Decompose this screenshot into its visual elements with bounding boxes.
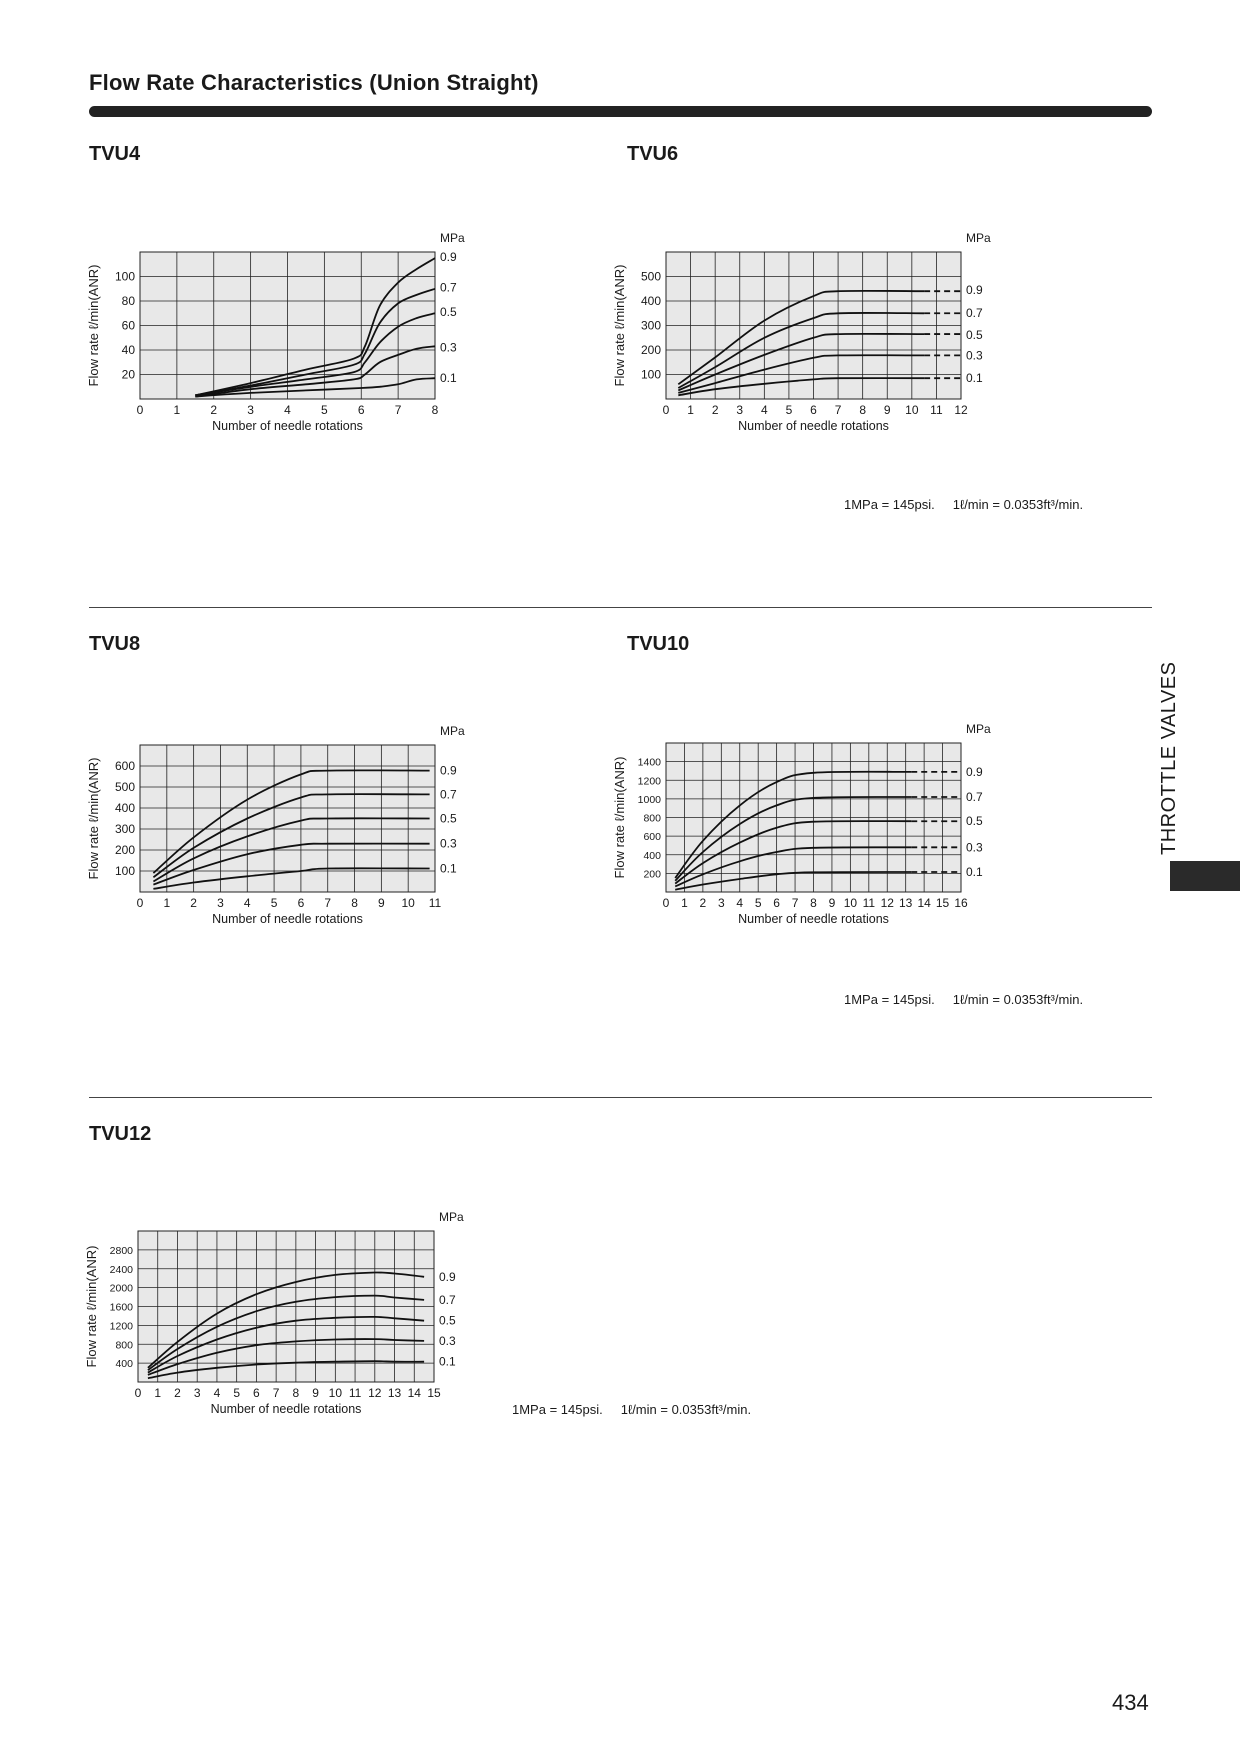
y-tick-label: 800	[115, 1339, 133, 1352]
x-tick-label: 8	[292, 1386, 300, 1400]
x-tick-label: 1	[687, 403, 694, 417]
pressure-unit-label: MPa	[966, 231, 991, 245]
series-label-0-3: 0.3	[440, 340, 457, 355]
x-tick-label: 6	[297, 896, 305, 910]
x-tick-label: 12	[954, 403, 968, 417]
x-tick-label: 3	[193, 1386, 201, 1400]
y-axis-label: Flow rate ℓ/min(ANR)	[84, 1245, 99, 1368]
series-label-0-9: 0.9	[966, 764, 983, 779]
series-label-0-3: 0.3	[440, 836, 457, 851]
y-tick-label: 300	[640, 318, 661, 333]
x-tick-label: 6	[357, 403, 365, 417]
y-tick-label: 400	[114, 801, 135, 815]
x-tick-label: 7	[791, 896, 799, 910]
x-tick-label: 5	[233, 1386, 241, 1400]
series-label-0-9: 0.9	[440, 763, 457, 778]
x-tick-label: 11	[348, 1386, 362, 1400]
y-tick-label: 200	[643, 868, 661, 881]
x-tick-label: 13	[899, 896, 913, 910]
x-tick-label: 1	[173, 403, 181, 417]
series-label-0-3: 0.3	[439, 1333, 456, 1348]
series-label-0-9: 0.9	[439, 1269, 456, 1284]
series-label-0-5: 0.5	[440, 305, 457, 320]
series-label-0-5: 0.5	[966, 814, 983, 829]
x-tick-label: 0	[662, 403, 670, 417]
series-label-0-1: 0.1	[966, 371, 983, 386]
x-tick-label: 8	[859, 403, 867, 417]
x-tick-label: 6	[253, 1386, 260, 1400]
y-tick-label: 300	[114, 822, 135, 836]
series-label-0-7: 0.7	[440, 280, 457, 295]
conversion-note	[844, 992, 1083, 1007]
y-tick-label: 800	[643, 812, 661, 825]
y-tick-label: 60	[121, 318, 135, 333]
x-tick-label: 7	[324, 896, 332, 910]
x-axis-label: Number of needle rotations	[738, 419, 889, 433]
x-axis-label: Number of needle rotations	[210, 1402, 362, 1416]
x-tick-label: 11	[862, 896, 876, 910]
x-tick-label: 12	[368, 1386, 382, 1400]
page-number: 434	[1112, 1690, 1149, 1715]
series-label-0-1: 0.1	[966, 864, 983, 879]
x-tick-label: 9	[828, 896, 836, 910]
x-tick-label: 8	[431, 403, 439, 417]
series-label-0-7: 0.7	[966, 305, 983, 320]
y-tick-label: 40	[121, 343, 135, 357]
y-axis-label: Flow rate ℓ/min(ANR)	[612, 756, 627, 879]
y-tick-label: 2000	[109, 1282, 133, 1295]
side-tab-label: THROTTLE VALVES	[1158, 661, 1180, 855]
y-tick-label: 200	[640, 343, 661, 357]
series-label-0-5: 0.5	[440, 811, 457, 826]
series-label-0-1: 0.1	[440, 371, 457, 386]
y-tick-label: 1200	[109, 1320, 133, 1333]
x-tick-label: 1	[681, 896, 688, 910]
x-tick-label: 14	[407, 1386, 421, 1400]
conversion-note-mpa: 1MPa = 145psi.	[512, 1402, 603, 1417]
x-tick-label: 10	[328, 1386, 343, 1400]
x-tick-label: 14	[917, 896, 931, 910]
y-tick-label: 80	[121, 294, 135, 308]
y-tick-label: 600	[114, 759, 135, 773]
x-tick-label: 5	[785, 403, 793, 417]
y-tick-label: 1000	[637, 793, 661, 806]
x-tick-label: 3	[717, 896, 725, 910]
x-tick-label: 11	[930, 403, 943, 417]
x-tick-label: 6	[773, 896, 780, 910]
y-tick-label: 500	[114, 780, 135, 794]
series-label-0-7: 0.7	[440, 787, 457, 802]
x-tick-label: 0	[136, 403, 144, 417]
x-tick-label: 3	[217, 896, 224, 910]
series-label-0-1: 0.1	[440, 861, 457, 876]
x-tick-label: 3	[247, 403, 254, 417]
model-title-tvu10: TVU10	[627, 633, 690, 655]
x-tick-label: 6	[810, 403, 817, 417]
x-tick-label: 8	[810, 896, 817, 910]
x-tick-label: 5	[270, 896, 278, 910]
series-label-0-5: 0.5	[966, 327, 983, 342]
y-tick-label: 100	[114, 269, 135, 284]
x-tick-label: 2	[711, 403, 719, 417]
x-tick-label: 10	[843, 896, 858, 910]
x-tick-label: 9	[883, 403, 891, 417]
pressure-unit-label: MPa	[440, 231, 465, 245]
x-tick-label: 12	[880, 896, 894, 910]
series-label-0-1: 0.1	[439, 1354, 456, 1369]
x-tick-label: 9	[312, 1386, 319, 1400]
x-tick-label: 0	[662, 896, 670, 910]
series-label-0-3: 0.3	[966, 348, 983, 363]
conversion-note-flow: 1ℓ/min = 0.0353ft³/min.	[952, 497, 1084, 512]
x-tick-label: 8	[351, 896, 358, 910]
x-tick-label: 2	[174, 1386, 181, 1400]
x-tick-label: 1	[163, 896, 171, 910]
x-tick-label: 15	[935, 896, 950, 910]
x-tick-label: 0	[136, 896, 144, 910]
y-tick-label: 200	[114, 843, 135, 857]
series-label-0-5: 0.5	[439, 1313, 456, 1328]
series-label-0-7: 0.7	[966, 790, 983, 805]
x-tick-label: 0	[134, 1386, 142, 1400]
model-title-tvu8: TVU8	[89, 633, 141, 655]
x-tick-label: 4	[213, 1386, 221, 1400]
x-tick-label: 2	[699, 896, 707, 910]
x-tick-label: 2	[190, 896, 197, 910]
x-tick-label: 10	[905, 403, 919, 417]
x-tick-label: 9	[378, 896, 385, 910]
series-label-0-7: 0.7	[439, 1292, 456, 1307]
y-tick-label: 1400	[637, 756, 661, 769]
model-title-tvu4: TVU4	[89, 143, 141, 165]
page-title: Flow Rate Characteristics (Union Straight)	[89, 70, 539, 95]
x-tick-label: 7	[272, 1386, 280, 1400]
x-axis-label: Number of needle rotations	[212, 419, 363, 433]
series-label-0-9: 0.9	[966, 282, 983, 297]
x-axis-label: Number of needle rotations	[738, 912, 889, 926]
y-tick-label: 400	[115, 1358, 133, 1371]
x-tick-label: 11	[428, 896, 442, 910]
y-tick-label: 2400	[109, 1263, 133, 1276]
y-axis-label: Flow rate ℓ/min(ANR)	[86, 757, 101, 880]
conversion-note	[844, 497, 1083, 512]
conversion-note-flow: 1ℓ/min = 0.0353ft³/min.	[952, 992, 1084, 1007]
series-label-0-9: 0.9	[440, 249, 457, 264]
y-tick-label: 100	[640, 367, 661, 382]
y-tick-label: 20	[121, 367, 135, 382]
y-tick-label: 600	[643, 831, 661, 844]
x-tick-label: 5	[321, 403, 328, 417]
pressure-unit-label: MPa	[440, 724, 465, 738]
conversion-note	[512, 1402, 751, 1417]
x-tick-label: 13	[387, 1386, 402, 1400]
series-label-0-3: 0.3	[966, 840, 983, 855]
conversion-note-mpa: 1MPa = 145psi.	[844, 497, 935, 512]
y-tick-label: 400	[640, 294, 661, 308]
x-tick-label: 4	[243, 896, 251, 910]
model-title-tvu12: TVU12	[89, 1123, 152, 1145]
x-tick-label: 10	[401, 896, 415, 910]
y-tick-label: 1200	[637, 775, 661, 788]
conversion-note-mpa: 1MPa = 145psi.	[844, 992, 935, 1007]
conversion-note-flow: 1ℓ/min = 0.0353ft³/min.	[620, 1402, 752, 1417]
y-axis-label: Flow rate ℓ/min(ANR)	[86, 264, 101, 387]
x-tick-label: 4	[736, 896, 744, 910]
x-tick-label: 2	[210, 403, 218, 417]
y-tick-label: 1600	[109, 1301, 133, 1314]
y-tick-label: 500	[640, 269, 661, 284]
y-tick-label: 100	[114, 864, 135, 878]
y-tick-label: 400	[643, 849, 661, 862]
pressure-unit-label: MPa	[966, 722, 991, 736]
x-tick-label: 5	[754, 896, 762, 910]
y-axis-label: Flow rate ℓ/min(ANR)	[612, 264, 627, 387]
x-tick-label: 1	[154, 1386, 162, 1400]
x-tick-label: 4	[284, 403, 291, 417]
x-tick-label: 15	[427, 1386, 441, 1400]
pressure-unit-label: MPa	[439, 1210, 464, 1224]
x-tick-label: 3	[736, 403, 744, 417]
x-axis-label: Number of needle rotations	[212, 912, 363, 926]
side-tab-marker	[1170, 861, 1240, 891]
x-tick-label: 7	[394, 403, 402, 417]
y-tick-label: 2800	[109, 1244, 133, 1257]
model-title-tvu6: TVU6	[627, 143, 679, 165]
x-tick-label: 16	[954, 896, 968, 910]
x-tick-label: 7	[834, 403, 842, 417]
x-tick-label: 4	[760, 403, 768, 417]
